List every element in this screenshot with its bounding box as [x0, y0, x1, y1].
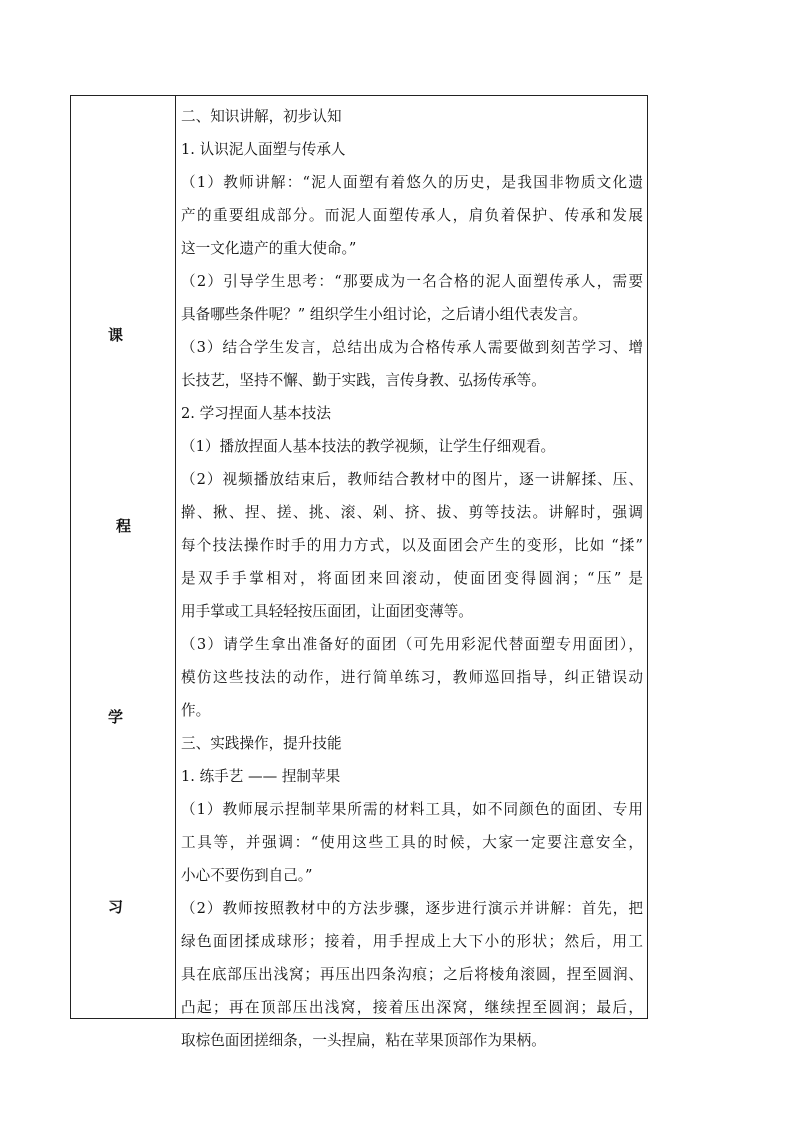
content-line: 是双手手掌相对，将面团来回滚动，使面团变得圆润；“压” 是: [181, 570, 643, 587]
content-line: 绿色面团揉成球形；接着，用手捏成上大下小的形状；然后，用工: [181, 933, 643, 950]
side-label-char: 学: [108, 708, 124, 726]
content-line: 1. 认识泥人面塑与传承人: [181, 141, 346, 158]
content-line: 工具等，并强调：“使用这些工具的时候，大家一定要注意安全，: [181, 834, 643, 851]
content-line: 这一文化遗产的重大使命。”: [181, 240, 357, 257]
content-line: 每个技法操作时手的用力方式，以及面团会产生的变形，比如 “揉”: [181, 537, 643, 554]
content-line: 凸起；再在顶部压出浅窝，接着压出深窝，继续捏至圆润；最后，: [181, 999, 643, 1016]
content-line: （1）教师讲解：“泥人面塑有着悠久的历史，是我国非物质文化遗: [181, 174, 643, 191]
content-line: 具在底部压出浅窝；再压出四条沟痕；之后将棱角滚圆，捏至圆润、: [181, 966, 643, 983]
content-line: （2）教师按照教材中的方法步骤，逐步进行演示并讲解：首先，把: [181, 900, 643, 917]
side-label-char: 习: [108, 898, 124, 916]
content-line: 产的重要组成部分。而泥人面塑传承人，肩负着保护、传承和发展: [181, 207, 643, 224]
content-line: 取棕色面团搓细条，一头捏扁，粘在苹果顶部作为果柄。: [181, 1032, 546, 1049]
content-line: 用手掌或工具轻轻按压面团，让面团变薄等。: [181, 603, 473, 620]
side-label-char: 课: [108, 326, 124, 344]
content-line: 具备哪些条件呢？” 组织学生小组讨论，之后请小组代表发言。: [181, 306, 588, 323]
side-label-char: 程: [116, 517, 132, 535]
content-line: （1）播放捏面人基本技法的教学视频，让学生仔细观看。: [181, 438, 556, 455]
content-line: （3）结合学生发言，总结出成为合格传承人需要做到刻苦学习、增: [181, 339, 643, 356]
content-line: 模仿这些技法的动作，进行简单练习，教师巡回指导，纠正错误动: [181, 669, 643, 686]
content-line: 2. 学习捏面人基本技法: [181, 405, 331, 422]
lesson-table: [70, 95, 648, 1049]
content-line: 长技艺，坚持不懈、勤于实践，言传身教、弘扬传承等。: [181, 372, 546, 389]
content-line: 1. 练手艺 —— 捏制苹果: [181, 768, 341, 785]
content-line: 三、实践操作，提升技能: [181, 735, 342, 752]
content-line: （1）教师展示捏制苹果所需的材料工具，如不同颜色的面团、专用: [181, 801, 643, 818]
content-line: （2）引导学生思考：“那要成为一名合格的泥人面塑传承人，需要: [181, 273, 643, 290]
side-label-column: [71, 96, 176, 1018]
lesson-content: [177, 100, 647, 1057]
content-line: 作。: [181, 702, 211, 719]
content-line: （2）视频播放结束后，教师结合教材中的图片，逐一讲解揉、压、: [181, 471, 643, 488]
content-line: 小心不要伤到自己。”: [181, 867, 313, 884]
content-line: 二、知识讲解，初步认知: [181, 108, 342, 125]
content-line: 擀、揪、捏、搓、挑、滚、剁、挤、拔、剪等技法。讲解时，强调: [181, 504, 643, 521]
content-line: （3）请学生拿出准备好的面团（可先用彩泥代替面塑专用面团），: [181, 636, 643, 653]
